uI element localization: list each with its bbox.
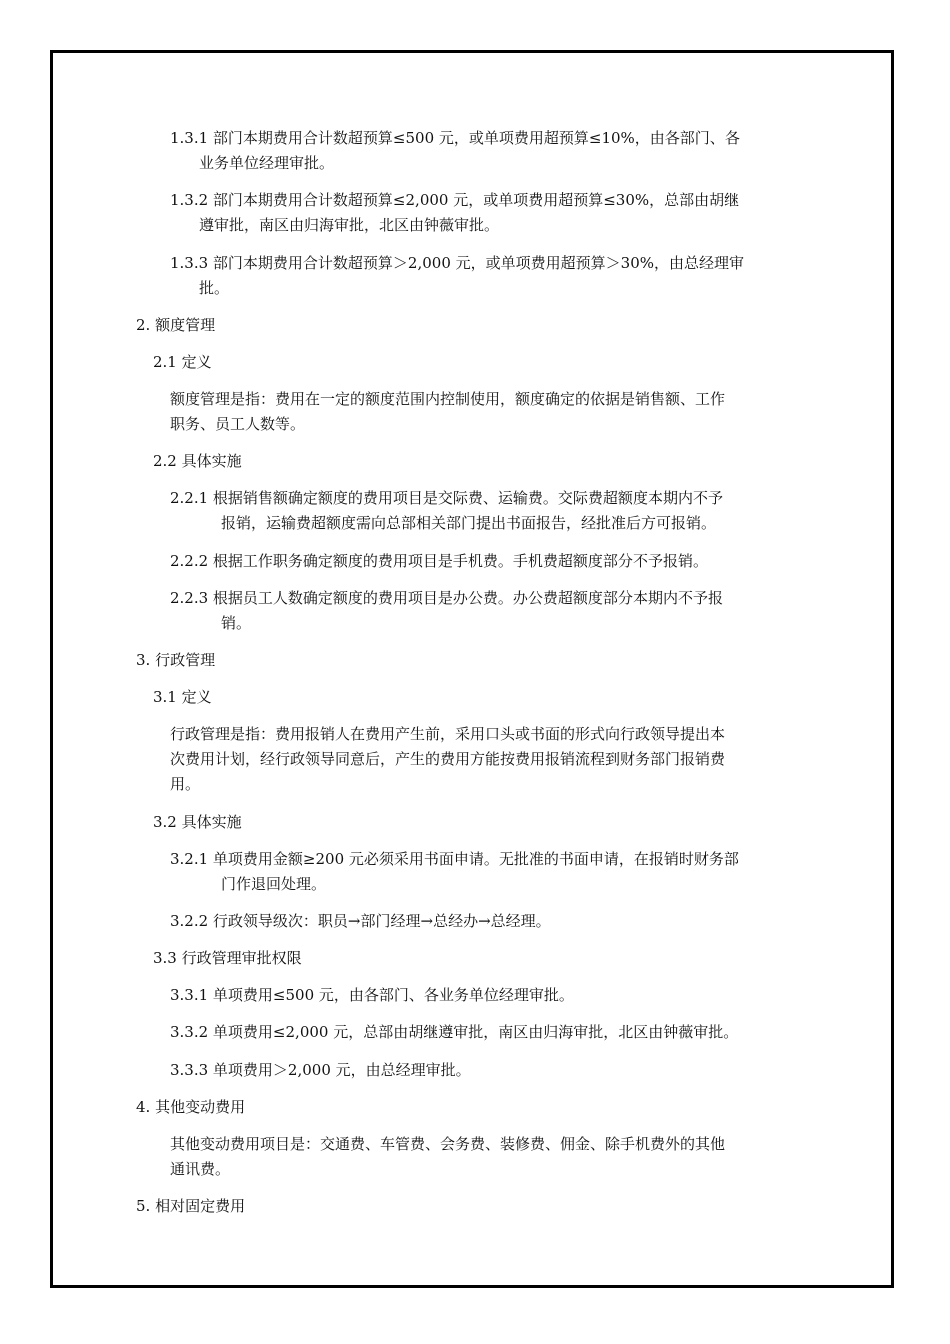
clause-1-3-1-line-2: 业务单位经理审批。 bbox=[199, 154, 335, 172]
clause-1-3-3-line-1: 1.3.3 部门本期费用合计数超预算＞2,000 元，或单项费用超预算＞30%，由总经理审 bbox=[170, 254, 744, 272]
section-2-2-heading: 2.2 具体实施 bbox=[153, 452, 242, 470]
section-2-1-heading: 2.1 定义 bbox=[153, 353, 212, 371]
section-3-1-line-2: 次费用计划，经行政领导同意后，产生的费用方能按费用报销流程到财务部门报销费 bbox=[170, 750, 726, 768]
section-4-heading: 4. 其他变动费用 bbox=[136, 1098, 246, 1116]
clause-2-2-2: 2.2.2 根据工作职务确定额度的费用项目是手机费。手机费超额度部分不予报销。 bbox=[170, 552, 708, 570]
section-3-1-heading: 3.1 定义 bbox=[153, 688, 212, 706]
section-5-heading: 5. 相对固定费用 bbox=[136, 1197, 246, 1215]
clause-3-2-2: 3.2.2 行政领导级次：职员→部门经理→总经办→总经理。 bbox=[170, 912, 551, 930]
section-2-1-line-1: 额度管理是指：费用在一定的额度范围内控制使用，额度确定的依据是销售额、工作 bbox=[170, 390, 726, 408]
section-2-heading: 2. 额度管理 bbox=[136, 316, 216, 334]
clause-1-3-1-line-1: 1.3.1 部门本期费用合计数超预算≤500 元，或单项费用超预算≤10%，由各部门、各 bbox=[170, 129, 740, 147]
clause-3-3-2: 3.3.2 单项费用≤2,000 元，总部由胡继遵审批，南区由归海审批，北区由钟薇审批。 bbox=[170, 1023, 739, 1041]
clause-2-2-3-line-1: 2.2.3 根据员工人数确定额度的费用项目是办公费。办公费超额度部分本期内不予报 bbox=[170, 589, 723, 607]
clause-3-2-1-line-2: 门作退回处理。 bbox=[221, 875, 327, 893]
section-3-heading: 3. 行政管理 bbox=[136, 651, 216, 669]
clause-2-2-1-line-1: 2.2.1 根据销售额确定额度的费用项目是交际费、运输费。交际费超额度本期内不予 bbox=[170, 489, 723, 507]
clause-1-3-2-line-1: 1.3.2 部门本期费用合计数超预算≤2,000 元，或单项费用超预算≤30%，总部由胡继 bbox=[170, 191, 740, 209]
clause-1-3-3-line-2: 批。 bbox=[199, 279, 230, 297]
section-2-1-line-2: 职务、员工人数等。 bbox=[170, 415, 306, 433]
clause-3-2-1-line-1: 3.2.1 单项费用金额≥200 元必须采用书面申请。无批准的书面申请，在报销时财务部 bbox=[170, 850, 739, 868]
clause-2-2-3-line-2: 销。 bbox=[221, 614, 252, 632]
section-3-2-heading: 3.2 具体实施 bbox=[153, 813, 242, 831]
clause-3-3-3: 3.3.3 单项费用＞2,000 元，由总经理审批。 bbox=[170, 1061, 471, 1079]
section-3-3-heading: 3.3 行政管理审批权限 bbox=[153, 949, 302, 967]
section-3-1-line-1: 行政管理是指：费用报销人在费用产生前，采用口头或书面的形式向行政领导提出本 bbox=[170, 725, 726, 743]
section-4-line-2: 通讯费。 bbox=[170, 1160, 231, 1178]
section-3-1-line-3: 用。 bbox=[170, 775, 201, 793]
clause-2-2-1-line-2: 报销，运输费超额度需向总部相关部门提出书面报告，经批准后方可报销。 bbox=[221, 514, 717, 532]
clause-1-3-2-line-2: 遵审批，南区由归海审批，北区由钟薇审批。 bbox=[199, 216, 500, 234]
section-4-line-1: 其他变动费用项目是：交通费、车管费、会务费、装修费、佣金、除手机费外的其他 bbox=[170, 1135, 726, 1153]
clause-3-3-1: 3.3.1 单项费用≤500 元，由各部门、各业务单位经理审批。 bbox=[170, 986, 574, 1004]
